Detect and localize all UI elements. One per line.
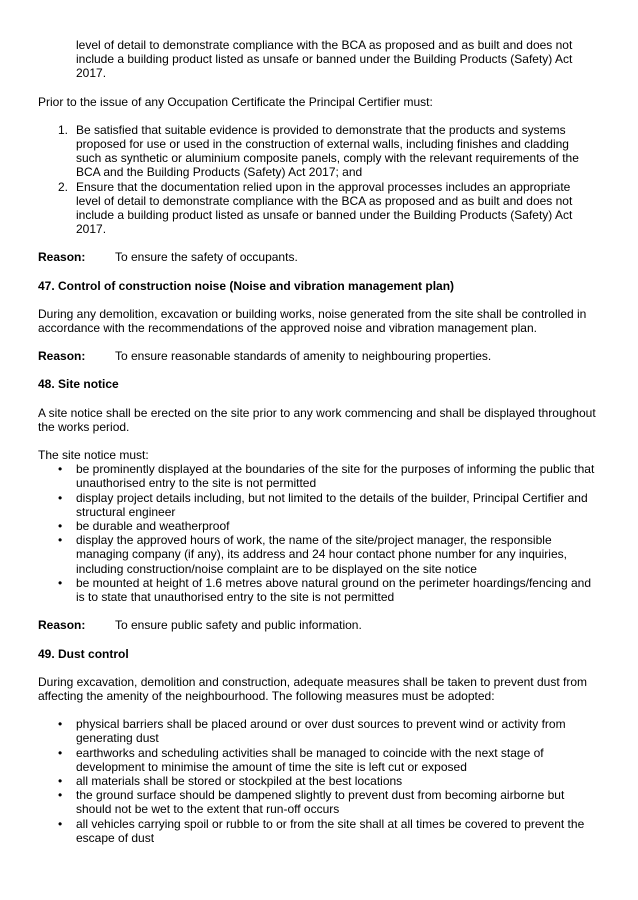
reason-text: To ensure reasonable standards of amenity to neighbouring properties. <box>115 349 492 364</box>
bullet-icon: • <box>58 490 63 505</box>
section-body-47: During any demolition, excavation or building works, noise generated from the site shall be controlled in accordance with the recommendations of the approved noise and vibration management plan. <box>38 306 587 336</box>
bullet-icon: • <box>58 519 63 534</box>
list-item-text: display the approved hours of work, the name of the site/project manager, the responsible managing company (if any), its address and 24 hour contact phone number for any inquiries, including construction/noise complaint are to be displayed on the site notice <box>76 533 567 576</box>
section-body-49: During excavation, demolition and construction, adequate measures shall be taken to prevent dust from affecting the amenity of the neighbourhood. The following measures must be adopted: <box>38 674 587 703</box>
list-item <box>38 462 602 490</box>
list-item <box>38 788 602 816</box>
list-item-text: be prominently displayed at the boundaries of the site for the purposes of informing the public that unauthorised entry to the site is not permitted <box>76 462 595 491</box>
list-item <box>38 576 602 604</box>
reason-row <box>38 349 602 363</box>
list-item-text: be durable and weatherproof <box>76 519 230 534</box>
list-item <box>38 519 602 533</box>
site-notice-intro: The site notice must: <box>38 448 149 463</box>
list-item-text: the ground surface should be dampened slightly to prevent dust from becoming airborne but should not be wet to the extent that run-off occurs <box>76 788 565 817</box>
list-item-text: be mounted at height of 1.6 metres above natural ground on the perimeter hoardings/fencing and is to state that unauthorised entry to the site is not permitted <box>76 575 592 605</box>
list-item <box>38 817 602 845</box>
bullet-icon: • <box>58 717 63 732</box>
occupation-intro: Prior to the issue of any Occupation Certificate the Principal Certifier must: <box>38 94 433 109</box>
list-item <box>38 123 596 180</box>
list-item <box>38 774 602 788</box>
section-heading-47: 47. Control of construction noise (Noise and vibration management plan) <box>38 278 455 293</box>
reason-text: To ensure the safety of occupants. <box>115 250 298 265</box>
bullet-icon: • <box>58 462 63 477</box>
list-number: 2. <box>58 179 69 194</box>
bullet-icon: • <box>58 745 63 760</box>
list-item <box>38 746 602 774</box>
reason-label: Reason: <box>38 349 86 364</box>
list-item <box>38 491 602 519</box>
bullet-icon: • <box>58 533 63 548</box>
reason-label: Reason: <box>38 618 86 633</box>
section-heading-49: 49. Dust control <box>38 646 129 661</box>
continuation-paragraph: level of detail to demonstrate compliance with the BCA as proposed and as built and does not include a building product listed as unsafe or banned under the Building Products (Safety) Act 2017. <box>76 38 573 81</box>
bullet-icon: • <box>58 816 63 831</box>
bullet-icon: • <box>58 575 63 590</box>
bullet-icon: • <box>58 773 63 788</box>
reason-row <box>38 618 602 632</box>
list-item-text: all vehicles carrying spoil or rubble to or from the site shall at all times be covered to prevent the escape of dust <box>76 816 585 845</box>
section-heading-48: 48. Site notice <box>38 377 119 392</box>
list-item-text: Ensure that the documentation relied upon in the approval processes includes an appropriate level of detail to demonstrate compliance with the BCA as proposed and as built and does not include a building product listed as unsafe or banned under the Building Products (Safety) Act 2017. <box>76 179 573 237</box>
reason-row <box>38 250 602 264</box>
reason-label: Reason: <box>38 250 86 265</box>
list-item <box>38 717 602 745</box>
occupation-list <box>38 123 602 237</box>
list-item-text: Be satisfied that suitable evidence is provided to demonstrate that the products and systems proposed for use or used in the construction of external walls, including finishes and cladding such as synthetic or aluminium composite panels, comply with the relevant requirements of the BCA and the Building Products (Safety) Act 2017; and <box>76 122 579 180</box>
list-item-text: all materials shall be stored or stockpiled at the best locations <box>76 773 403 788</box>
dust-control-list <box>38 717 602 845</box>
site-notice-list <box>38 462 602 604</box>
list-item <box>38 533 602 576</box>
section-body-48: A site notice shall be erected on the site prior to any work commencing and shall be displayed throughout the works period. <box>38 405 596 434</box>
list-item-text: physical barriers shall be placed around or over dust sources to prevent wind or activity from generating dust <box>76 717 566 746</box>
list-item-text: earthworks and scheduling activities shall be managed to coincide with the next stage of development to minimise the amount of time the site is left cut or exposed <box>76 745 544 774</box>
list-item <box>38 180 596 237</box>
list-item-text: display project details including, but not limited to the details of the builder, Principal Certifier and structural engineer <box>76 490 588 519</box>
reason-text: To ensure public safety and public information. <box>115 618 362 633</box>
list-number: 1. <box>58 122 69 137</box>
bullet-icon: • <box>58 788 63 803</box>
